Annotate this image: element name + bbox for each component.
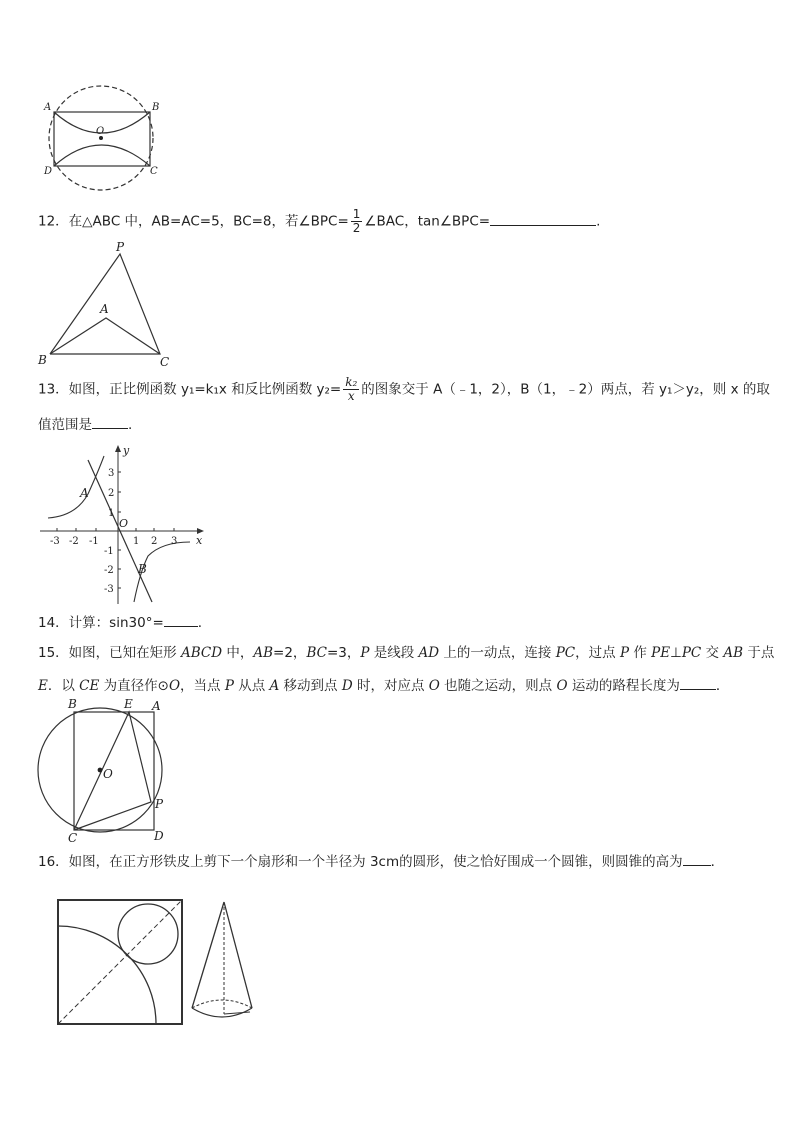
cone-right-edge — [224, 902, 252, 1008]
fraction-k2-over-x: $\frac{\text{k₂}}{x}$ — [345, 375, 358, 403]
tick-y-neg3: -3 — [104, 584, 114, 595]
diagonal-dashed — [58, 900, 182, 1024]
figure-12-triangles — [36, 240, 176, 368]
origin-label: O — [119, 517, 129, 530]
question-13-line-1: 13．如图，正比例函数 y₁=k₁x 和反比例函数 y₂= $\frac{\text{k₂}}{x}$ 的图象交于 A（﹣1，2），B（1，﹣2）两点，若 y₁＞y₂，则 x 的取 — [38, 375, 770, 403]
answer-blank-16[interactable] — [683, 851, 711, 866]
fraction-half: $\frac{1}{2}$ — [352, 207, 361, 235]
label-e: E — [124, 697, 133, 711]
cone-base-back — [192, 1000, 252, 1008]
label-a: A — [152, 699, 161, 713]
rectangle-badc — [74, 712, 154, 830]
answer-blank-15[interactable] — [680, 675, 716, 690]
tick-y-3: 3 — [108, 468, 115, 479]
question-14: 14．计算：sin30°= . — [38, 612, 202, 633]
tick-y-neg1: -1 — [104, 546, 114, 557]
point-b-label: B — [138, 562, 147, 576]
label-c: C — [160, 355, 170, 368]
question-15-line-1: 15．如图，已知在矩形 ABCD 中，AB=2，BC=3，P 是线段 AD 上的一动点，连接 PC，过点 P 作 PE⊥PC 交 AB 于点 — [38, 645, 775, 661]
label-b: B — [68, 697, 77, 711]
figure-11-circle-rectangle — [38, 84, 168, 194]
tick-y-2: 2 — [108, 488, 115, 499]
tick-x-3: 3 — [171, 536, 178, 547]
question-13-line-2: 值范围是 . — [38, 414, 132, 435]
tick-x-2: 2 — [151, 536, 158, 547]
triangle-abc — [50, 318, 160, 354]
label-d: D — [44, 166, 53, 177]
lower-arc — [54, 145, 150, 166]
label-a: A — [44, 102, 52, 113]
figure-13-coordinate-graph — [36, 442, 208, 606]
axis-label-x: x — [196, 534, 203, 547]
hyperbola-upper-left — [48, 456, 104, 518]
cone-left-edge — [192, 902, 224, 1008]
label-p: P — [155, 797, 164, 811]
label-b: B — [152, 102, 160, 113]
question-15-line-2: E．以 CE 为直径作⊙O，当点 P 从点 A 移动到点 D 时，对应点 O 也随之运动，则点 O 运动的路程长度为 ． — [38, 675, 729, 696]
point-a-label: A — [80, 486, 89, 500]
answer-blank-14[interactable] — [164, 612, 198, 627]
figure-15-rectangle-circle — [32, 694, 174, 844]
figure-16-square-and-cone — [50, 892, 262, 1034]
answer-blank-12[interactable] — [490, 211, 596, 226]
answer-blank-13[interactable] — [92, 414, 128, 429]
cone-radius — [224, 1012, 250, 1014]
label-o: O — [103, 767, 113, 781]
tick-y-1: 1 — [108, 508, 115, 519]
label-o: O — [96, 126, 105, 137]
label-b: B — [38, 353, 47, 367]
center-o — [98, 768, 103, 773]
tick-x-neg2: -2 — [69, 536, 79, 547]
tick-x-neg3: -3 — [50, 536, 60, 547]
tick-x-neg1: -1 — [89, 536, 99, 547]
label-c: C — [68, 831, 78, 844]
y-axis-arrow — [115, 445, 121, 452]
question-12: 12．在△ABC 中，AB=AC=5，BC=8，若∠BPC= $\frac{1}{2}$ ∠BAC，tan∠BPC= . — [38, 207, 601, 235]
question-16: 16．如图，在正方形铁皮上剪下一个扇形和一个半径为 3cm的圆形，使之恰好围成一个圆锥，则圆锥的高为 ． — [38, 851, 724, 872]
tick-y-neg2: -2 — [104, 565, 114, 576]
axis-label-y: y — [123, 444, 130, 457]
label-a: A — [100, 302, 109, 316]
label-p: P — [116, 240, 125, 254]
label-d: D — [154, 829, 164, 843]
tick-x-1: 1 — [133, 536, 140, 547]
label-c: C — [150, 166, 158, 177]
